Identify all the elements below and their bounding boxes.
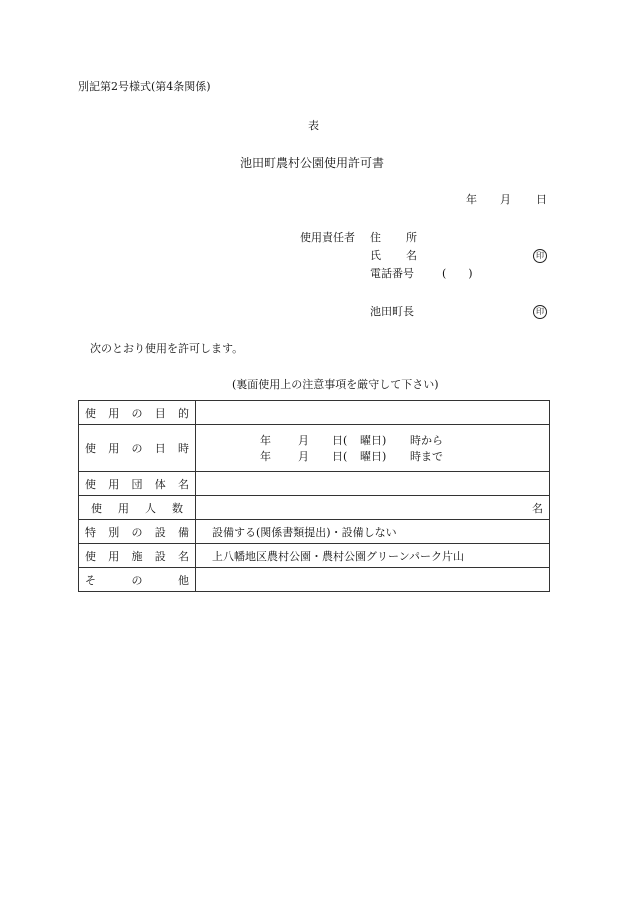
label-char: 設 — [154, 549, 166, 563]
label-char: 用 — [108, 442, 120, 455]
label-char: 使 — [91, 501, 102, 515]
address-label-2: 所 — [406, 231, 417, 244]
label-char: の — [131, 442, 143, 455]
label-char: 使 — [85, 549, 96, 563]
mayor-seal-mark: 印 — [533, 305, 547, 319]
table-row — [79, 472, 550, 496]
facility-field[interactable]: 上八幡地区農村公園・農村公園グリーンパーク片山 — [196, 544, 550, 568]
row-label-facility — [79, 544, 196, 568]
dt-day: 日( — [332, 434, 348, 447]
dt-month: 月 — [298, 434, 309, 447]
permit-table — [78, 400, 550, 592]
purpose-field[interactable] — [196, 401, 550, 425]
table-row — [79, 520, 550, 544]
dt-weekday: 曜日) — [360, 434, 387, 447]
table-row — [79, 544, 550, 568]
label-char: 特 — [85, 525, 96, 539]
dt-day: 日( — [332, 450, 348, 463]
datetime-field[interactable] — [196, 425, 550, 472]
dt-weekday: 曜日) — [360, 450, 387, 463]
dt-time-to: 時まで — [410, 450, 443, 463]
label-char: 体 — [154, 477, 166, 491]
table-row — [79, 496, 550, 520]
datetime-to-line — [260, 448, 533, 464]
seal-mark: 印 — [533, 249, 547, 263]
mayor-label: 池田町長 — [370, 305, 414, 318]
label-char: 用 — [108, 477, 120, 491]
label-char: 目 — [154, 406, 166, 420]
row-label-other — [79, 568, 196, 592]
form-reference: 別記第2号様式(第4条関係) — [78, 80, 211, 93]
datetime-from-line — [260, 432, 533, 448]
table-row — [79, 425, 550, 472]
label-char: 使 — [85, 442, 96, 455]
table-row — [79, 568, 550, 592]
row-label-group — [79, 472, 196, 496]
responsible-person-label: 使用責任者 — [300, 231, 355, 244]
label-char: そ — [85, 573, 96, 587]
dt-month: 月 — [298, 450, 309, 463]
label-char: の — [131, 525, 143, 539]
phone-label: 電話番号 — [370, 267, 414, 280]
label-char: 設 — [154, 525, 166, 539]
label-char: の — [131, 573, 143, 587]
row-label-equipment — [79, 520, 196, 544]
label-char: 施 — [131, 549, 143, 563]
notice-text: (裏面使用上の注意事項を厳守して下さい) — [232, 378, 439, 391]
headcount-unit: 名 — [532, 501, 543, 515]
name-label-2: 名 — [406, 249, 417, 262]
table-row — [79, 401, 550, 425]
date-month-label: 月 — [500, 193, 511, 206]
headcount-field[interactable] — [196, 496, 550, 520]
document-title: 池田町農村公園使用許可書 — [240, 156, 385, 170]
label-char: 人 — [145, 501, 156, 515]
label-char: 使 — [85, 477, 96, 491]
label-char: 用 — [118, 501, 129, 515]
label-char: 数 — [172, 501, 183, 515]
label-char: 使 — [85, 406, 96, 420]
dt-year: 年 — [260, 450, 271, 463]
label-char: の — [131, 406, 143, 420]
label-char: 用 — [108, 406, 120, 420]
row-label-headcount — [79, 496, 196, 520]
group-name-field[interactable] — [196, 472, 550, 496]
permission-statement: 次のとおり使用を許可します。 — [90, 342, 244, 355]
address-label-1: 住 — [370, 231, 381, 244]
name-label-1: 氏 — [370, 249, 381, 262]
label-char: 的 — [178, 406, 189, 420]
dt-year: 年 — [260, 434, 271, 447]
date-year-label: 年 — [466, 193, 477, 206]
page-side-label: 表 — [308, 119, 319, 132]
phone-parens: ( ) — [442, 267, 473, 280]
label-char: 用 — [108, 549, 120, 563]
date-day-label: 日 — [536, 193, 547, 206]
other-field[interactable] — [196, 568, 550, 592]
row-label-purpose — [79, 401, 196, 425]
label-char: 別 — [108, 525, 120, 539]
dt-time-from: 時から — [410, 434, 443, 447]
label-char: 備 — [178, 525, 189, 539]
equipment-field[interactable]: 設備する(関係書類提出)・設備しない — [196, 520, 550, 544]
label-char: 名 — [178, 549, 189, 563]
row-label-datetime — [79, 425, 196, 472]
label-char: 他 — [178, 573, 189, 587]
label-char: 団 — [131, 477, 143, 491]
label-char: 名 — [178, 477, 189, 491]
label-char: 時 — [178, 442, 189, 455]
label-char: 日 — [154, 442, 166, 455]
